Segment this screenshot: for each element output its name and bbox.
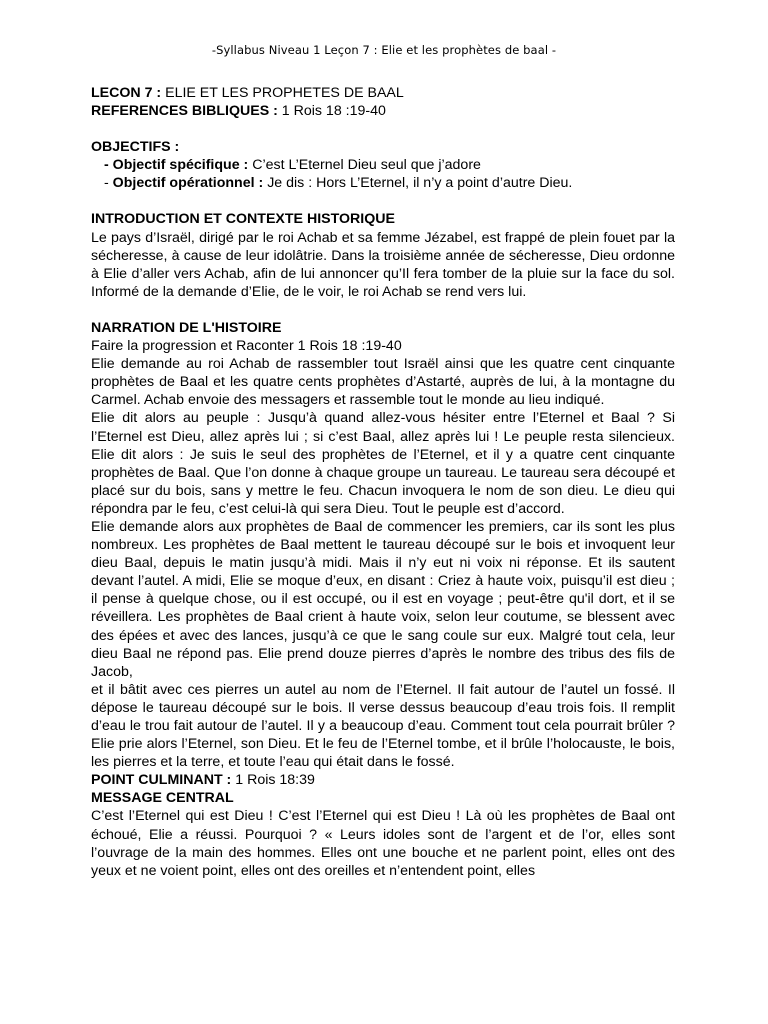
- narration-paragraph: et il bâtit avec ces pierres un autel au nom de l’Eternel. Il fait autour de l’autel un fossé. Il dépose le taureau découpé sur le bois. Il verse dessus beaucoup d’eau trois fois. Il remplit d’eau le trou fait autour de l’autel. Il y a beaucoup d’eau. Comment tout cela pourrait brûler ? Elie prie alors l’Eternel, son Dieu. Et le feu de l’Eternel tombe, et il brûle l’holocauste, le bois, les pierres et la terre, et toute l’eau qui était dans le fossé.: [91, 681, 675, 771]
- central-message-heading: MESSAGE CENTRAL: [91, 790, 234, 807]
- narration-paragraph: Elie demande alors aux prophètes de Baal de commencer les premiers, car ils sont les plus nombreux. Les prophètes de Baal mettent le taureau découpé sur le bois et invoquent leur dieu Baal, depuis le matin jusqu’à midi. Mais il n’y eut ni voix ni réponse. Et ils sautent devant l’autel. A midi, Elie se moque d’eux, en disant : Criez à haute voix, puisqu’il est dieu ; il pense à quelque chose, ou il est occupé, ou il est en voyage ; peut-être qu'il dort, et il se réveillera. Les prophètes de Baal crient à haute voix, selon leur coutume, se blessent avec des épées et avec des lances, jusqu’à ce que le sang coule sur eux. Malgré tout cela, leur dieu Baal ne répond pas. Elie prend douze pierres d’après le nombre des tribus des fils de Jacob,: [91, 518, 675, 680]
- objective-specific: [91, 156, 675, 174]
- references-line: [91, 102, 675, 120]
- references-label: REFERENCES BIBLIQUES :: [91, 103, 278, 120]
- narration-heading: NARRATION DE L'HISTOIRE: [91, 319, 282, 336]
- central-message-text: C’est l’Eternel qui est Dieu ! C’est l’Eternel qui est Dieu ! Là où les prophètes de Baal ont échoué, Elie a réussi. Pourquoi ? « Leurs idoles sont de l’argent et de l’or, elles sont l’ouvrage de la main des hommes. Elles ont une bouche et ne parlent point, elles ont des yeux et ne voient point, elles ont des oreilles et n’entendent point, elles: [91, 808, 675, 879]
- objective-operational: [91, 174, 675, 192]
- objective-specific-text: C’est L’Eternel Dieu seul que j’adore: [252, 157, 481, 174]
- climax-reference: 1 Rois 18:39: [235, 772, 315, 789]
- running-header: -Syllabus Niveau 1 Leçon 7 : Elie et les prophètes de baal -: [211, 43, 557, 57]
- climax-label: POINT CULMINANT :: [91, 772, 232, 789]
- lesson-title: ELIE ET LES PROPHETES DE BAAL: [165, 85, 404, 101]
- lesson-body: [91, 84, 675, 880]
- introduction-text: Le pays d’Israël, dirigé par le roi Achab et sa femme Jézabel, est frappé de plein fouet par la sécheresse, à cause de leur idolâtrie. Dans la troisième année de sécheresse, Dieu ordonne à Elie d’aller vers Achab, afin de lui annoncer qu’Il fera tomber de la pluie sur la face du sol. Informé de la demande d’Elie, de le voir, le roi Achab se rend vers lui.: [91, 229, 675, 300]
- introduction-heading: INTRODUCTION ET CONTEXTE HISTORIQUE: [91, 211, 395, 228]
- objectives-heading: OBJECTIFS :: [91, 139, 180, 156]
- objective-operational-text: Je dis : Hors L’Eternel, il n’y a point d’autre Dieu.: [267, 175, 573, 192]
- objective-specific-label: - Objectif spécifique :: [104, 157, 249, 174]
- narration-paragraph: Elie demande au roi Achab de rassembler tout Israël ainsi que les quatre cent cinquante prophètes de Baal et les quatre cents prophètes d’Astarté, auprès de lui, à la montagne du Carmel. Achab envoie des messagers et rassemble tout le monde au lieu indiqué.: [91, 356, 675, 409]
- objective-operational-dash: -: [104, 175, 113, 192]
- lesson-label: LECON 7 :: [91, 85, 162, 101]
- references-value: 1 Rois 18 :19-40: [281, 103, 386, 120]
- narration-subheading: Faire la progression et Raconter 1 Rois 18 :19-40: [91, 338, 402, 355]
- objective-operational-label: Objectif opérationnel :: [112, 175, 264, 192]
- narration-paragraph: Elie dit alors au peuple : Jusqu’à quand allez-vous hésiter entre l’Eternel et Baal ? Si l’Eternel est Dieu, allez après lui ; si c’est Baal, allez après lui ! Le peuple resta silencieux. Elie dit alors : Je suis le seul des prophètes de l’Eternel, et il y a quatre cent cinquante prophètes de Baal. Que l’on donne à chaque groupe un taureau. Le taureau sera découpé et placé sur du bois, sans y mettre le feu. Chacun invoquera le nom de son dieu. Le dieu qui répondra par le feu, c’est celui-là qui sera Dieu. Tout le peuple est d’accord.: [91, 410, 675, 517]
- lesson-title-line: [91, 84, 675, 102]
- climax-line: [91, 771, 675, 789]
